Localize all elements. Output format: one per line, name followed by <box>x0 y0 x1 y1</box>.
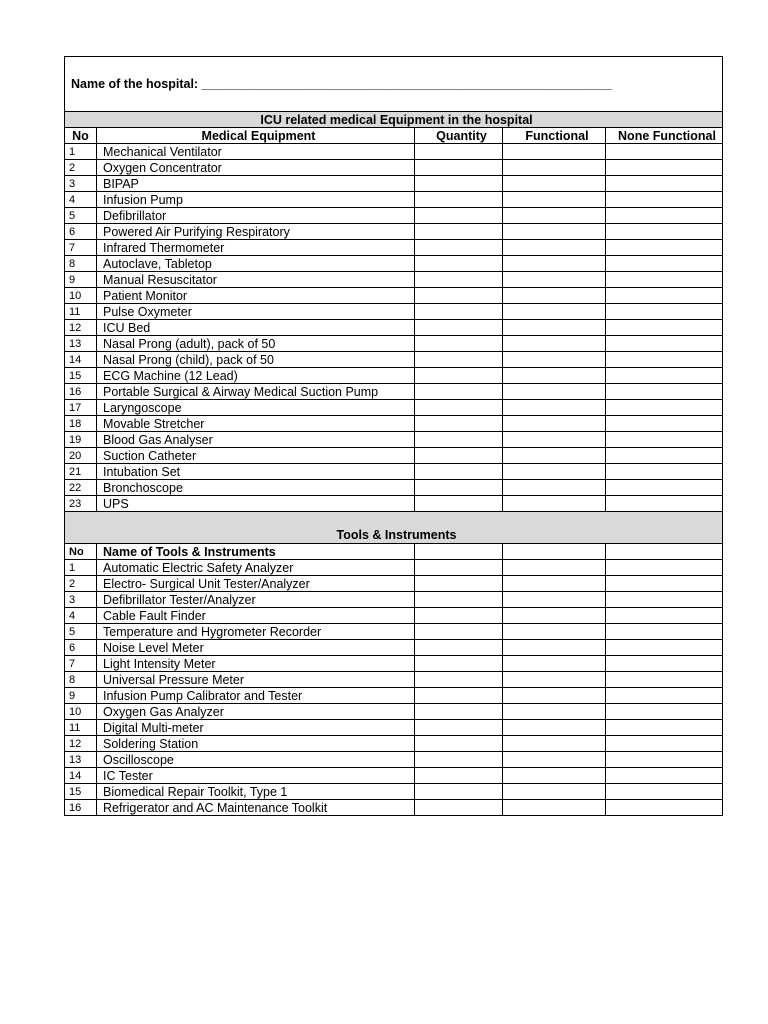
row-number: 11 <box>65 720 97 736</box>
functional-cell[interactable] <box>503 656 606 672</box>
item-name: Movable Stretcher <box>97 416 415 432</box>
functional-cell[interactable] <box>503 160 606 176</box>
section2-header-row <box>65 544 723 560</box>
item-name: ECG Machine (12 Lead) <box>97 368 415 384</box>
none-functional-cell[interactable] <box>606 400 723 416</box>
row-number: 15 <box>65 784 97 800</box>
functional-cell[interactable] <box>503 688 606 704</box>
equipment-row <box>65 160 723 176</box>
row-number: 4 <box>65 192 97 208</box>
none-functional-cell[interactable] <box>606 304 723 320</box>
quantity-cell[interactable] <box>415 720 503 736</box>
row-number: 3 <box>65 592 97 608</box>
none-functional-cell[interactable] <box>606 720 723 736</box>
quantity-cell[interactable] <box>415 704 503 720</box>
quantity-cell[interactable] <box>415 784 503 800</box>
none-functional-cell[interactable] <box>606 672 723 688</box>
functional-cell[interactable] <box>503 480 606 496</box>
functional-cell[interactable] <box>503 272 606 288</box>
quantity-cell[interactable] <box>415 336 503 352</box>
equipment-row <box>65 208 723 224</box>
tool-row <box>65 720 723 736</box>
tool-row <box>65 704 723 720</box>
equipment-row <box>65 448 723 464</box>
col-header-no: No <box>65 128 97 144</box>
row-number: 8 <box>65 256 97 272</box>
none-functional-cell[interactable] <box>606 208 723 224</box>
functional-cell[interactable] <box>503 224 606 240</box>
item-name: Nasal Prong (adult), pack of 50 <box>97 336 415 352</box>
row-number: 23 <box>65 496 97 512</box>
functional-cell[interactable] <box>503 576 606 592</box>
quantity-cell[interactable] <box>415 352 503 368</box>
equipment-row <box>65 464 723 480</box>
col-header-none-functional: None Functional <box>606 128 723 144</box>
functional-cell[interactable] <box>503 784 606 800</box>
tool-row <box>65 800 723 816</box>
equipment-row <box>65 304 723 320</box>
row-number: 8 <box>65 672 97 688</box>
functional-cell[interactable] <box>503 736 606 752</box>
item-name: Refrigerator and AC Maintenance Toolkit <box>97 800 415 816</box>
none-functional-cell[interactable] <box>606 288 723 304</box>
item-name: Digital Multi-meter <box>97 720 415 736</box>
functional-cell[interactable] <box>503 368 606 384</box>
none-functional-cell[interactable] <box>606 256 723 272</box>
none-functional-cell[interactable] <box>606 688 723 704</box>
row-number: 6 <box>65 640 97 656</box>
equipment-table <box>64 56 723 816</box>
tool-row <box>65 736 723 752</box>
row-number: 1 <box>65 144 97 160</box>
none-functional-cell[interactable] <box>606 752 723 768</box>
quantity-cell[interactable] <box>415 176 503 192</box>
row-number: 18 <box>65 416 97 432</box>
functional-cell[interactable] <box>503 416 606 432</box>
equipment-form <box>64 56 722 816</box>
col-header-functional: Functional <box>503 128 606 144</box>
quantity-cell[interactable] <box>415 560 503 576</box>
quantity-cell[interactable] <box>415 480 503 496</box>
quantity-cell[interactable] <box>415 384 503 400</box>
col-header-no: No <box>65 544 97 560</box>
row-number: 13 <box>65 752 97 768</box>
tool-row <box>65 640 723 656</box>
quantity-cell[interactable] <box>415 496 503 512</box>
item-name: Intubation Set <box>97 464 415 480</box>
none-functional-cell[interactable] <box>606 368 723 384</box>
item-name: UPS <box>97 496 415 512</box>
quantity-cell[interactable] <box>415 304 503 320</box>
functional-cell[interactable] <box>503 144 606 160</box>
functional-cell[interactable] <box>503 288 606 304</box>
row-number: 13 <box>65 336 97 352</box>
tool-row <box>65 656 723 672</box>
item-name: Oxygen Gas Analyzer <box>97 704 415 720</box>
equipment-row <box>65 192 723 208</box>
item-name: Biomedical Repair Toolkit, Type 1 <box>97 784 415 800</box>
row-number: 22 <box>65 480 97 496</box>
section2-title: Tools & Instruments <box>65 512 723 544</box>
functional-cell[interactable] <box>503 432 606 448</box>
row-number: 10 <box>65 288 97 304</box>
functional-cell[interactable] <box>503 768 606 784</box>
quantity-cell[interactable] <box>415 192 503 208</box>
item-name: Portable Surgical & Airway Medical Suction Pump <box>97 384 415 400</box>
row-number: 15 <box>65 368 97 384</box>
equipment-row <box>65 240 723 256</box>
none-functional-cell[interactable] <box>606 640 723 656</box>
equipment-row <box>65 272 723 288</box>
functional-cell[interactable] <box>503 560 606 576</box>
row-number: 14 <box>65 352 97 368</box>
tool-row <box>65 560 723 576</box>
quantity-cell[interactable] <box>415 256 503 272</box>
equipment-row <box>65 256 723 272</box>
item-name: Cable Fault Finder <box>97 608 415 624</box>
functional-cell[interactable] <box>503 240 606 256</box>
none-functional-cell[interactable] <box>606 432 723 448</box>
equipment-row <box>65 288 723 304</box>
functional-cell[interactable] <box>503 640 606 656</box>
item-name: Automatic Electric Safety Analyzer <box>97 560 415 576</box>
quantity-cell[interactable] <box>415 624 503 640</box>
quantity-cell[interactable] <box>415 672 503 688</box>
quantity-cell[interactable] <box>415 464 503 480</box>
quantity-cell[interactable] <box>415 608 503 624</box>
row-number: 21 <box>65 464 97 480</box>
quantity-cell[interactable] <box>415 368 503 384</box>
none-functional-cell[interactable] <box>606 656 723 672</box>
quantity-cell[interactable] <box>415 640 503 656</box>
functional-cell[interactable] <box>503 464 606 480</box>
none-functional-cell[interactable] <box>606 416 723 432</box>
quantity-cell[interactable] <box>415 688 503 704</box>
functional-cell[interactable] <box>503 496 606 512</box>
item-name: Autoclave, Tabletop <box>97 256 415 272</box>
quantity-cell[interactable] <box>415 160 503 176</box>
item-name: Bronchoscope <box>97 480 415 496</box>
none-functional-cell[interactable] <box>606 560 723 576</box>
item-name: Electro- Surgical Unit Tester/Analyzer <box>97 576 415 592</box>
tool-row <box>65 784 723 800</box>
none-functional-cell[interactable] <box>606 768 723 784</box>
row-number: 11 <box>65 304 97 320</box>
equipment-row <box>65 224 723 240</box>
row-number: 12 <box>65 320 97 336</box>
quantity-cell[interactable] <box>415 400 503 416</box>
row-number: 7 <box>65 656 97 672</box>
row-number: 6 <box>65 224 97 240</box>
quantity-cell[interactable] <box>415 144 503 160</box>
blank-header-cell <box>503 544 606 560</box>
quantity-cell[interactable] <box>415 272 503 288</box>
tool-row <box>65 576 723 592</box>
row-number: 5 <box>65 624 97 640</box>
item-name: Suction Catheter <box>97 448 415 464</box>
quantity-cell[interactable] <box>415 320 503 336</box>
col-header-equipment: Medical Equipment <box>97 128 415 144</box>
functional-cell[interactable] <box>503 384 606 400</box>
row-number: 19 <box>65 432 97 448</box>
none-functional-cell[interactable] <box>606 160 723 176</box>
item-name: Pulse Oxymeter <box>97 304 415 320</box>
none-functional-cell[interactable] <box>606 736 723 752</box>
tool-row <box>65 752 723 768</box>
quantity-cell[interactable] <box>415 416 503 432</box>
item-name: Infusion Pump Calibrator and Tester <box>97 688 415 704</box>
item-name: Infusion Pump <box>97 192 415 208</box>
row-number: 3 <box>65 176 97 192</box>
functional-cell[interactable] <box>503 208 606 224</box>
hospital-name-row <box>65 57 723 112</box>
item-name: Manual Resuscitator <box>97 272 415 288</box>
none-functional-cell[interactable] <box>606 704 723 720</box>
col-header-quantity: Quantity <box>415 128 503 144</box>
functional-cell[interactable] <box>503 256 606 272</box>
row-number: 17 <box>65 400 97 416</box>
none-functional-cell[interactable] <box>606 336 723 352</box>
item-name: Oscilloscope <box>97 752 415 768</box>
item-name: IC Tester <box>97 768 415 784</box>
functional-cell[interactable] <box>503 176 606 192</box>
functional-cell[interactable] <box>503 800 606 816</box>
col-header-tool-name: Name of Tools & Instruments <box>97 544 415 560</box>
tool-row <box>65 608 723 624</box>
equipment-row <box>65 384 723 400</box>
section2-title-row <box>65 512 723 544</box>
equipment-row <box>65 416 723 432</box>
equipment-row <box>65 336 723 352</box>
item-name: Oxygen Concentrator <box>97 160 415 176</box>
functional-cell[interactable] <box>503 592 606 608</box>
none-functional-cell[interactable] <box>606 352 723 368</box>
tool-row <box>65 688 723 704</box>
none-functional-cell[interactable] <box>606 448 723 464</box>
row-number: 2 <box>65 160 97 176</box>
item-name: Mechanical Ventilator <box>97 144 415 160</box>
tool-row <box>65 672 723 688</box>
quantity-cell[interactable] <box>415 800 503 816</box>
tool-row <box>65 624 723 640</box>
none-functional-cell[interactable] <box>606 224 723 240</box>
section1-title: ICU related medical Equipment in the hospital <box>65 112 723 128</box>
quantity-cell[interactable] <box>415 240 503 256</box>
none-functional-cell[interactable] <box>606 384 723 400</box>
functional-cell[interactable] <box>503 704 606 720</box>
equipment-row <box>65 352 723 368</box>
functional-cell[interactable] <box>503 752 606 768</box>
functional-cell[interactable] <box>503 352 606 368</box>
row-number: 16 <box>65 800 97 816</box>
none-functional-cell[interactable] <box>606 624 723 640</box>
row-number: 12 <box>65 736 97 752</box>
functional-cell[interactable] <box>503 320 606 336</box>
functional-cell[interactable] <box>503 608 606 624</box>
functional-cell[interactable] <box>503 400 606 416</box>
tool-row <box>65 768 723 784</box>
blank-header-cell <box>415 544 503 560</box>
row-number: 4 <box>65 608 97 624</box>
quantity-cell[interactable] <box>415 592 503 608</box>
functional-cell[interactable] <box>503 304 606 320</box>
item-name: Blood Gas Analyser <box>97 432 415 448</box>
functional-cell[interactable] <box>503 192 606 208</box>
row-number: 10 <box>65 704 97 720</box>
none-functional-cell[interactable] <box>606 192 723 208</box>
quantity-cell[interactable] <box>415 208 503 224</box>
none-functional-cell[interactable] <box>606 576 723 592</box>
item-name: Universal Pressure Meter <box>97 672 415 688</box>
equipment-row <box>65 144 723 160</box>
item-name: BIPAP <box>97 176 415 192</box>
item-name: Nasal Prong (child), pack of 50 <box>97 352 415 368</box>
item-name: Soldering Station <box>97 736 415 752</box>
functional-cell[interactable] <box>503 672 606 688</box>
none-functional-cell[interactable] <box>606 272 723 288</box>
none-functional-cell[interactable] <box>606 240 723 256</box>
functional-cell[interactable] <box>503 448 606 464</box>
equipment-row <box>65 480 723 496</box>
row-number: 2 <box>65 576 97 592</box>
none-functional-cell[interactable] <box>606 800 723 816</box>
none-functional-cell[interactable] <box>606 176 723 192</box>
item-name: ICU Bed <box>97 320 415 336</box>
equipment-row <box>65 496 723 512</box>
row-number: 9 <box>65 688 97 704</box>
quantity-cell[interactable] <box>415 768 503 784</box>
item-name: Patient Monitor <box>97 288 415 304</box>
quantity-cell[interactable] <box>415 736 503 752</box>
row-number: 9 <box>65 272 97 288</box>
none-functional-cell[interactable] <box>606 144 723 160</box>
row-number: 7 <box>65 240 97 256</box>
hospital-name-label[interactable]: Name of the hospital: ___________________________________________________________ <box>65 57 723 112</box>
functional-cell[interactable] <box>503 720 606 736</box>
quantity-cell[interactable] <box>415 432 503 448</box>
equipment-row <box>65 400 723 416</box>
quantity-cell[interactable] <box>415 288 503 304</box>
section1-title-row <box>65 112 723 128</box>
quantity-cell[interactable] <box>415 656 503 672</box>
equipment-row <box>65 176 723 192</box>
row-number: 20 <box>65 448 97 464</box>
row-number: 5 <box>65 208 97 224</box>
item-name: Defibrillator <box>97 208 415 224</box>
item-name: Laryngoscope <box>97 400 415 416</box>
blank-header-cell <box>606 544 723 560</box>
none-functional-cell[interactable] <box>606 608 723 624</box>
equipment-row <box>65 320 723 336</box>
row-number: 14 <box>65 768 97 784</box>
item-name: Light Intensity Meter <box>97 656 415 672</box>
functional-cell[interactable] <box>503 624 606 640</box>
none-functional-cell[interactable] <box>606 480 723 496</box>
quantity-cell[interactable] <box>415 224 503 240</box>
none-functional-cell[interactable] <box>606 592 723 608</box>
quantity-cell[interactable] <box>415 448 503 464</box>
row-number: 16 <box>65 384 97 400</box>
row-number: 1 <box>65 560 97 576</box>
item-name: Powered Air Purifying Respiratory <box>97 224 415 240</box>
tool-row <box>65 592 723 608</box>
functional-cell[interactable] <box>503 336 606 352</box>
none-functional-cell[interactable] <box>606 496 723 512</box>
none-functional-cell[interactable] <box>606 784 723 800</box>
section1-header-row <box>65 128 723 144</box>
none-functional-cell[interactable] <box>606 320 723 336</box>
item-name: Defibrillator Tester/Analyzer <box>97 592 415 608</box>
quantity-cell[interactable] <box>415 752 503 768</box>
none-functional-cell[interactable] <box>606 464 723 480</box>
equipment-row <box>65 432 723 448</box>
equipment-row <box>65 368 723 384</box>
quantity-cell[interactable] <box>415 576 503 592</box>
item-name: Temperature and Hygrometer Recorder <box>97 624 415 640</box>
item-name: Infrared Thermometer <box>97 240 415 256</box>
item-name: Noise Level Meter <box>97 640 415 656</box>
